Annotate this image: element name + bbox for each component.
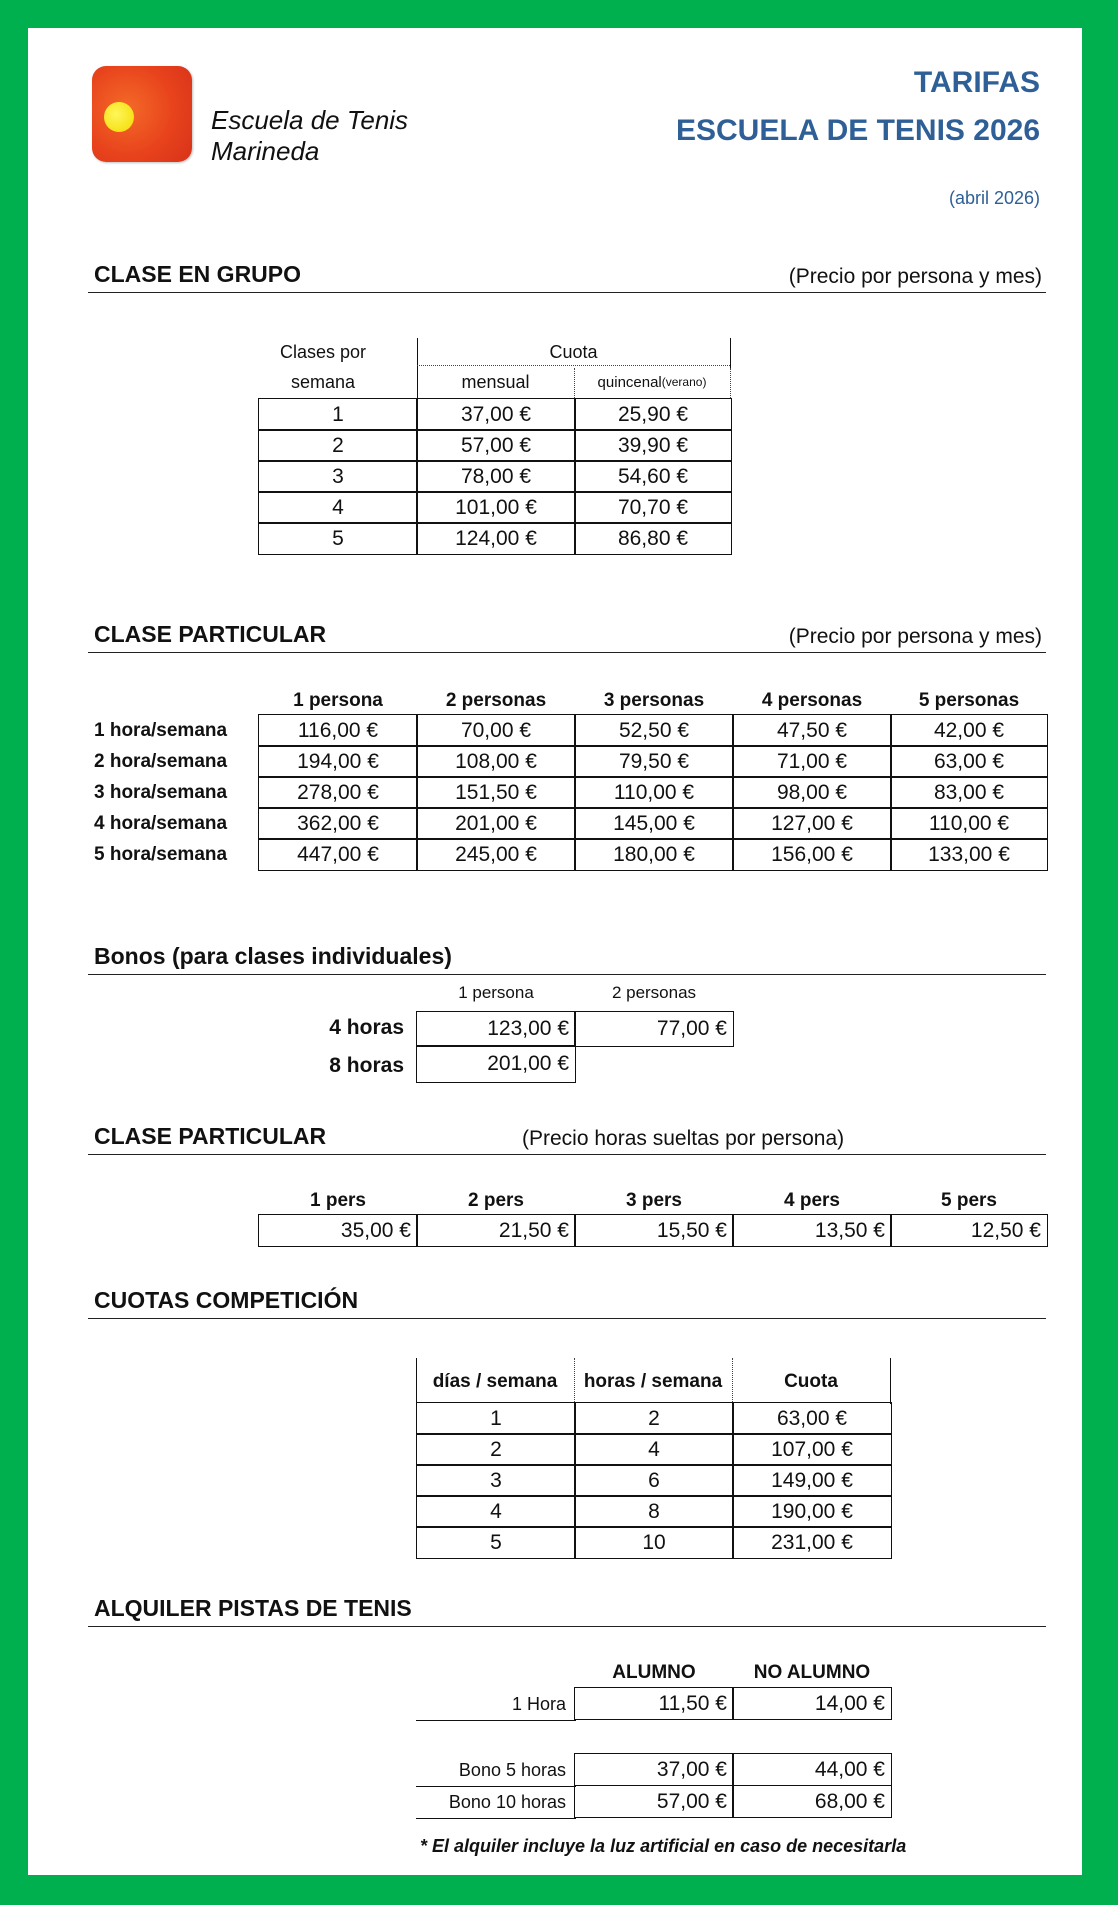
- comp-fee: 190,00 €: [732, 1495, 892, 1528]
- price-cell: 98,00 €: [732, 776, 892, 809]
- price-cell: 145,00 €: [574, 807, 734, 840]
- group-row-mensual: 124,00 €: [416, 522, 576, 555]
- comp-hours: 10: [574, 1526, 734, 1559]
- group-row-mensual: 37,00 €: [416, 398, 576, 431]
- section-note: (Precio por persona y mes): [788, 625, 1042, 648]
- footnote: * El alquiler incluye la luz artificial en caso de necesitarla: [420, 1836, 907, 1856]
- row-label: 4 hora/semana: [94, 812, 228, 834]
- comp-days: 4: [416, 1495, 576, 1528]
- comp-days: 1: [416, 1402, 576, 1435]
- price-cell: 201,00 €: [416, 1045, 576, 1083]
- comp-days: 2: [416, 1433, 576, 1466]
- comp-fee: 231,00 €: [732, 1526, 892, 1559]
- row-label: 4 horas: [329, 1016, 404, 1039]
- section-title: CLASE EN GRUPO: [94, 261, 302, 287]
- price-cell: 83,00 €: [890, 776, 1048, 809]
- price-cell: 180,00 €: [574, 838, 734, 871]
- col-header: 1 pers: [310, 1190, 366, 1211]
- col-header: horas / semana: [583, 1371, 723, 1392]
- price-cell: 42,00 €: [890, 714, 1048, 747]
- row-label: 2 hora/semana: [94, 750, 228, 772]
- section-competition: [88, 1284, 1046, 1319]
- comp-hours: 4: [574, 1433, 734, 1466]
- comp-fee: 107,00 €: [732, 1433, 892, 1466]
- price-cell: 116,00 €: [258, 714, 418, 747]
- price-cell: 79,50 €: [574, 745, 734, 778]
- row-label: Bono 5 horas: [416, 1754, 576, 1787]
- comp-days: 5: [416, 1526, 576, 1559]
- section-group-classes: [88, 258, 1046, 293]
- col-header: días / semana: [432, 1371, 558, 1392]
- price-cell: 21,50 €: [416, 1214, 576, 1247]
- price-cell: 37,00 €: [574, 1753, 734, 1786]
- price-cell: 194,00 €: [258, 745, 418, 778]
- group-row-n: 3: [258, 460, 418, 493]
- comp-hours: 2: [574, 1402, 734, 1435]
- col-header: 2 personas: [611, 983, 697, 1002]
- price-cell: 156,00 €: [732, 838, 892, 871]
- price-cell: 71,00 €: [732, 745, 892, 778]
- section-title: CUOTAS COMPETICIÓN: [94, 1287, 359, 1313]
- price-cell: 127,00 €: [732, 807, 892, 840]
- price-sheet: [28, 28, 1082, 1875]
- price-cell: 151,50 €: [416, 776, 576, 809]
- col-header-no-alumno: NO ALUMNO: [753, 1662, 871, 1683]
- school-logo: [92, 66, 192, 162]
- col-header: Cuota: [784, 1371, 838, 1392]
- price-cell: 77,00 €: [574, 1011, 734, 1047]
- col-header-mensual: mensual: [461, 371, 530, 392]
- group-row-quincenal: 86,80 €: [574, 522, 732, 555]
- price-cell: 447,00 €: [258, 838, 418, 871]
- col-header: 1 persona: [293, 690, 383, 711]
- row-label: 8 horas: [329, 1054, 404, 1077]
- comp-hours: 6: [574, 1464, 734, 1497]
- price-cell: 110,00 €: [574, 776, 734, 809]
- price-cell: 108,00 €: [416, 745, 576, 778]
- price-cell: 362,00 €: [258, 807, 418, 840]
- col-header-quincenal: [574, 368, 730, 396]
- price-cell: 12,50 €: [890, 1214, 1048, 1247]
- price-cell: 35,00 €: [258, 1214, 418, 1247]
- quincenal-label: quincenal: [597, 373, 662, 391]
- comp-days: 3: [416, 1464, 576, 1497]
- tennis-ball-icon: [104, 102, 134, 132]
- price-cell: 68,00 €: [732, 1785, 892, 1818]
- price-cell: 57,00 €: [574, 1785, 734, 1818]
- col-header-cuota: Cuota: [417, 340, 730, 366]
- section-note: (Precio horas sueltas por persona): [522, 1127, 845, 1150]
- row-label: 5 hora/semana: [94, 843, 228, 865]
- col-header: 2 personas: [445, 690, 547, 711]
- section-title: ALQUILER PISTAS DE TENIS: [94, 1595, 412, 1621]
- price-cell: 47,50 €: [732, 714, 892, 747]
- group-row-quincenal: 39,90 €: [574, 429, 732, 462]
- group-row-n: 2: [258, 429, 418, 462]
- group-row-quincenal: 54,60 €: [574, 460, 732, 493]
- group-row-quincenal: 70,70 €: [574, 491, 732, 524]
- price-cell: 15,50 €: [574, 1214, 734, 1247]
- price-cell: 245,00 €: [416, 838, 576, 871]
- row-label: 1 hora/semana: [94, 719, 228, 741]
- date-label: (abril 2026): [948, 188, 1040, 208]
- section-title: CLASE PARTICULAR: [94, 1123, 327, 1149]
- price-cell: 11,50 €: [574, 1687, 734, 1720]
- group-row-n: 4: [258, 491, 418, 524]
- section-bonos: [88, 940, 1046, 975]
- price-cell: 63,00 €: [890, 745, 1048, 778]
- group-row-mensual: 101,00 €: [416, 491, 576, 524]
- group-row-mensual: 57,00 €: [416, 429, 576, 462]
- price-cell: 123,00 €: [416, 1011, 576, 1047]
- group-row-n: 5: [258, 522, 418, 555]
- page-subtitle: ESCUELA DE TENIS 2026: [676, 114, 1040, 147]
- comp-fee: 149,00 €: [732, 1464, 892, 1497]
- section-title: Bonos (para clases individuales): [94, 943, 452, 969]
- group-row-mensual: 78,00 €: [416, 460, 576, 493]
- page-title: TARIFAS: [913, 66, 1040, 99]
- comp-fee: 63,00 €: [732, 1402, 892, 1435]
- col-header: 5 personas: [918, 690, 1020, 711]
- price-cell: 201,00 €: [416, 807, 576, 840]
- price-cell: 278,00 €: [258, 776, 418, 809]
- school-name-line2: Marineda: [211, 136, 320, 166]
- group-row-n: 1: [258, 398, 418, 431]
- col-header: Clases por: [279, 341, 367, 362]
- school-name: [211, 105, 408, 167]
- col-header: 4 personas: [761, 690, 863, 711]
- row-label: Bono 10 horas: [416, 1786, 576, 1819]
- price-cell: 14,00 €: [732, 1687, 892, 1720]
- col-header-alumno: ALUMNO: [612, 1662, 696, 1683]
- price-cell: 110,00 €: [890, 807, 1048, 840]
- col-header: semana: [290, 371, 356, 392]
- col-header: 3 personas: [603, 690, 705, 711]
- section-title: CLASE PARTICULAR: [94, 621, 327, 647]
- price-cell: 52,50 €: [574, 714, 734, 747]
- section-note: (Precio por persona y mes): [788, 265, 1042, 288]
- col-header: 2 pers: [468, 1190, 524, 1211]
- section-court-rental: [88, 1592, 1046, 1627]
- price-cell: 44,00 €: [732, 1753, 892, 1786]
- row-label: 3 hora/semana: [94, 781, 228, 803]
- price-cell: 13,50 €: [732, 1214, 892, 1247]
- col-header: 3 pers: [626, 1190, 682, 1211]
- section-private-classes: [88, 618, 1046, 653]
- price-cell: 70,00 €: [416, 714, 576, 747]
- col-header: 1 persona: [458, 983, 534, 1002]
- school-name-line1: Escuela de Tenis: [211, 105, 409, 135]
- group-row-quincenal: 25,90 €: [574, 398, 732, 431]
- price-cell: 133,00 €: [890, 838, 1048, 871]
- section-single-hours: [88, 1120, 1046, 1155]
- comp-hours: 8: [574, 1495, 734, 1528]
- verano-label: (verano): [661, 375, 707, 389]
- col-header: 5 pers: [941, 1190, 997, 1211]
- col-header: 4 pers: [784, 1190, 840, 1211]
- row-label: 1 Hora: [416, 1688, 576, 1721]
